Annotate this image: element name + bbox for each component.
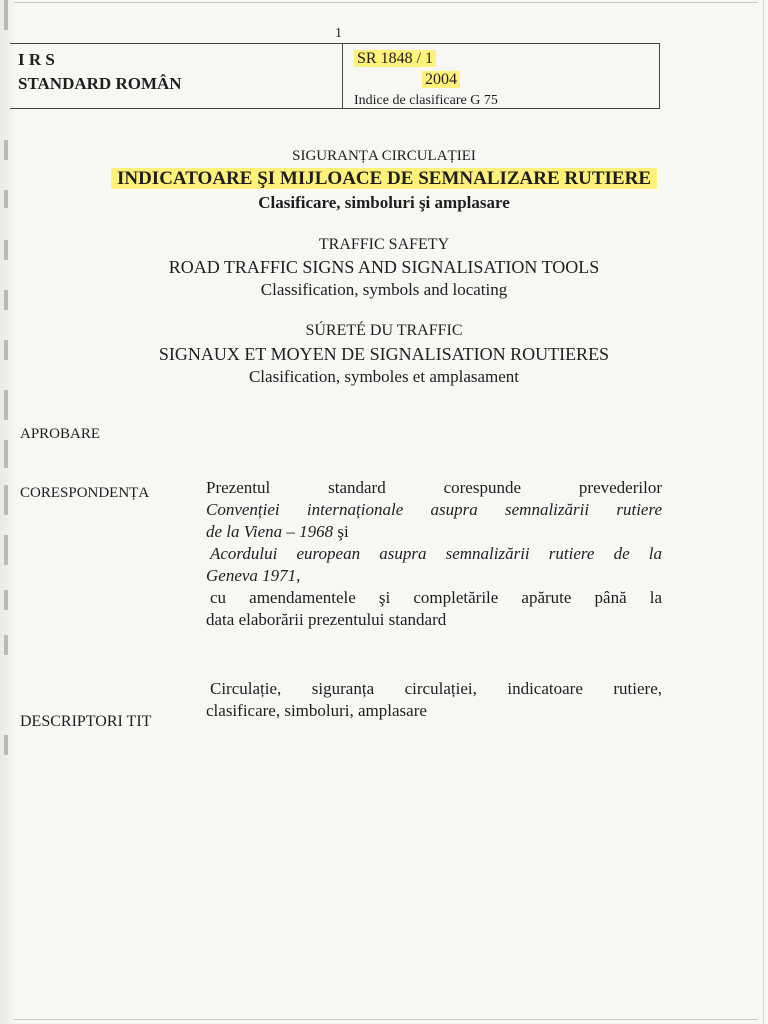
descriptori-line: Circulație, siguranța circulației, indicatoare rutiere, [210, 679, 662, 698]
page-number: 1 [335, 26, 342, 41]
corespondenta-convention-ref: de la Viena – 1968 [206, 522, 334, 541]
en-main-title: ROAD TRAFFIC SIGNS AND SIGNALISATION TOOLS [168, 257, 600, 277]
ro-domain-title: SIGURANȚA CIRCULAȚIEI [292, 148, 476, 164]
binding-mark [4, 590, 8, 610]
corespondenta-line: Acordului european asupra semnalizării rutiere de la [210, 544, 662, 563]
standard-id: SR 1848 / 1 [354, 50, 436, 67]
header-border-right [659, 44, 660, 108]
ro-main-title: INDICATOARE ŞI MIJLOACE DE SEMNALIZARE RUTIERE [111, 168, 657, 189]
header-table [10, 43, 660, 109]
corespondenta-line: cu amendamentele şi completările apărute până la [210, 588, 662, 607]
ro-main-title-row [0, 168, 768, 190]
corespondenta-text [206, 477, 662, 631]
ro-subtitle: Clasificare, simboluri şi amplasare [258, 193, 510, 212]
corespondenta-conjunction: şi [333, 522, 349, 541]
aprobare-label: APROBARE [20, 426, 101, 442]
corespondenta-label: CORESPONDENȚA [20, 485, 150, 501]
binding-mark [4, 535, 8, 565]
org-abbreviation: I R S [18, 50, 55, 69]
org-name: STANDARD ROMÂN [18, 74, 182, 93]
descriptori-line: clasificare, simboluri, amplasare [206, 701, 427, 720]
binding-mark [4, 0, 8, 30]
binding-mark [4, 735, 8, 755]
header-left-cell [18, 48, 182, 96]
standard-year: 2004 [422, 71, 460, 88]
binding-mark [4, 635, 8, 655]
binding-mark [4, 485, 8, 515]
fr-domain-title: SÚRETÉ DU TRAFFIC [305, 322, 463, 339]
binding-mark [4, 440, 8, 468]
en-subtitle: Classification, symbols and locating [260, 280, 508, 299]
descriptori-label: DESCRIPTORI TIT [20, 713, 152, 730]
header-divider [342, 44, 343, 108]
classification-index: Indice de clasificare G 75 [354, 93, 498, 108]
binding-mark [4, 390, 8, 420]
fr-main-title: SIGNAUX ET MOYEN DE SIGNALISATION ROUTIERES [158, 344, 610, 364]
corespondenta-line: data elaborării prezentului standard [206, 610, 447, 629]
en-domain-title: TRAFFIC SAFETY [318, 236, 450, 253]
scan-edge-top [14, 2, 758, 3]
fr-subtitle: Clasification, symboles et amplasament [248, 367, 520, 386]
corespondenta-line [206, 521, 662, 543]
corespondenta-line: Prezentul standard corespunde prevederilor [206, 478, 662, 497]
scan-edge-bottom [14, 1019, 758, 1020]
descriptori-text [206, 678, 662, 722]
corespondenta-line: Convenției internaționale asupra semnalizării rutiere [206, 500, 662, 519]
corespondenta-line: Geneva 1971, [206, 566, 301, 585]
header-right-cell [354, 48, 498, 111]
